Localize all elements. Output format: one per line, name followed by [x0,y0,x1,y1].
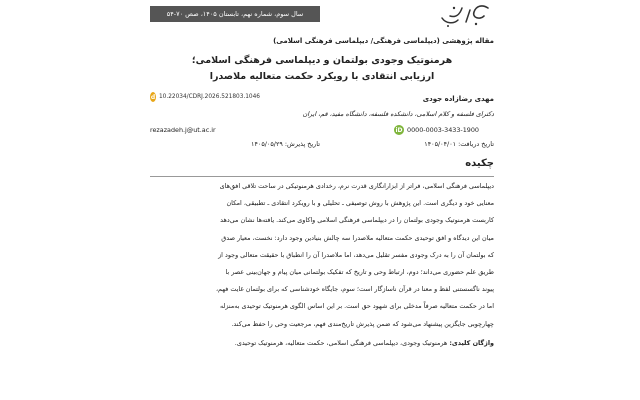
abstract-heading: چکیده [465,158,494,169]
keywords-list: هرمنوتیک وجودی، دیپلماسی فرهنگی اسلامی، حکمت متعالیه، هرمنوتیک توحیدی. [234,338,448,347]
abstract-line: طریق علم حضوری می‌داند؛ دوم، ارتباط وحی و تاریخ که تفکیک بولتمانی میان پیام و جهان‌بینی عصر با [225,267,494,276]
abstract-divider [150,176,494,177]
abstract-line: کاربست هرمنوتیک وجودی بولتمان را در دیپلماسی فرهنگی اسلامی واکاوی می‌کند. یافته‌ها نشان می‌دهد [220,216,494,225]
abstract-line: اما در حکمت متعالیه صرفاً مدخلی برای شهود حق است. بر این اساس الگوی هرمنوتیک توحیدی به‌منزله [220,302,494,311]
abstract-line: پیوند ناگسستنی لفظ و معنا در قرآن ناسازگار است؛ سوم، جایگاه خودشناسی که برای بولتمان غایت فهم، [215,285,494,294]
article-type: مقاله پژوهشی (دیپلماسی فرهنگی/ دیپلماسی فرهنگی اسلامی) [273,37,494,45]
journal-header: سال سوم، شماره نهم، تابستان ۱۴۰۵، صص ۷۰-۵۴ [150,6,320,22]
date-accepted: تاریخ پذیرش: ۱۴۰۵/۰۵/۲۹ [251,140,320,148]
author-email[interactable]: rezazadeh.j@ut.ac.ir [150,126,216,134]
keywords-label: واژگان کلیدی: [449,338,494,347]
abstract-line: که بولتمان آن را به درک وجودی مفسر تقلیل می‌دهد، اما ملاصدرا آن را انطباق با حقیقت متعالی وجود از [218,250,494,259]
journal-logo [436,2,494,30]
article-title-line-1: هرمنوتیک وجودی بولتمان و دیپلماسی فرهنگی اسلامی؛ [191,55,453,66]
orcid-icon: iD [395,126,403,134]
orcid-link[interactable]: 0000-0003-3433-1900 [407,126,479,134]
abstract-body [150,178,494,390]
doi-row [150,90,260,104]
doi-icon: d [150,93,156,101]
doi-link[interactable]: 10.22034/CDRJ.2026.521803.1046 [158,94,260,100]
abstract-line: چهارچوبی جایگزین پیشنهاد می‌شود که ضمن پذیرش تاریخ‌مندی فهم، مرجعیت وحی را حفظ می‌کند. [231,319,494,328]
abstract-line: معنایی خود و دیگری است. این پژوهش با روش توصیفی ـ تحلیلی و با رویکرد انتقادی ـ تطبیقی، امکان [226,199,494,208]
abstract-line: میان این دیدگاه و افق توحیدی حکمت متعالیه ملاصدرا سه چالش بنیادین وجود دارد: نخست، معیار صدق [221,233,494,242]
date-received: تاریخ دریافت: ۱۴۰۵/۰۴/۰۱ [424,140,494,148]
abstract-line: دیپلماسی فرهنگی اسلامی، فراتر از ابزارانگاری قدرت نرم، رخدادی هرمنوتیکی در ساحت تلاقی افق‌های [219,182,494,190]
author-affiliation: دکترای فلسفه و کلام اسلامی، دانشکده فلسفه، دانشگاه مفید، قم، ایران [302,110,494,118]
keywords [150,335,494,352]
author-name: مهدی رضازاده جودی [422,95,494,103]
article-title-line-2: ارزیابی انتقادی با رویکرد حکمت متعالیه ملاصدرا [209,71,435,82]
orcid-row [394,124,494,136]
